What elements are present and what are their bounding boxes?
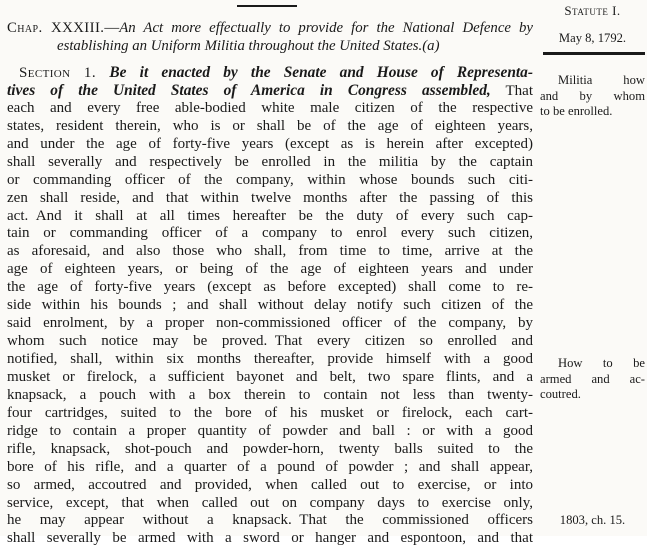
text-segment: four cartridges, suited to the bore of his musket or firelock, each cart- [7,404,533,421]
text-line [7,315,533,333]
text-segment: notified, shall, within six months thereafter, provide himself with a good [7,351,533,367]
section-1-text [7,64,533,548]
text-segment: bore of his rifle, and a quarter of a pound of powder ; and shall appear, [7,458,533,475]
text-segment: age of eighteen years, or being of the age of eighteen years and under [7,261,533,278]
margin-note-line: to be enrolled. [540,104,613,119]
margin-rule [543,52,645,55]
margin-citation: 1803, ch. 15. [559,513,626,527]
text-line [7,172,533,190]
margin-note-line: armed and ac- [540,371,645,386]
text-segment: ridge to contain a proper quantity of powder and ball : or with a good [7,422,533,439]
margin-note-armament [540,356,645,403]
text-segment: knapsack, a pouch with a box therein to contain not less than twenty- [7,386,533,403]
text-segment: or commanding officer of the company, within whose bounds such citi- [7,171,533,188]
text-segment: act. And it shall at all times hereafter be the duty of every such cap- [7,207,533,224]
text-segment: said enrolment, by a proper non-commissioned officer of the company, by [7,315,533,332]
ornament-rule [237,5,297,7]
text-segment: establishing an Uniform Militia throughout the United States.(a) [57,37,440,54]
text-segment: states, resident therein, who is or shall be of the age of eighteen years, [7,117,533,134]
text-segment: each and every free able-bodied white male citizen of the respective [7,99,533,116]
text-segment: tives of the United States of America in Congress assembled, [7,81,491,99]
text-segment: the age of forty-five years (except as before excepted) shall come to re- [7,279,533,296]
margin-note-line: coutred. [540,387,581,402]
margin-note-line: and by whom [540,88,645,103]
text-line [7,243,533,261]
text-line [7,190,533,208]
text-line [7,369,533,387]
text-segment: Section 1. [19,65,110,81]
text-segment: side within his bounds ; and shall without delay notify such citizen of the [7,297,533,314]
text-line [7,261,533,279]
text-segment: he may appear without a knapsack. That the commissioned officers [7,512,533,529]
text-segment: shall severally and respectively be enrolled in the militia by the captain [7,153,533,170]
text-line [7,118,533,136]
text-line [7,333,533,351]
text-line [7,405,533,423]
chapter-heading-line1 [7,20,533,38]
text-line [7,495,533,513]
date-note: May 8, 1792. [558,31,627,45]
text-line [7,441,533,459]
text-line [7,208,533,226]
text-segment: so armed, accoutred and provided, when called out to exercise, or into [7,476,533,493]
text-segment: service, except, that when called out on company days to exercise only, [7,494,533,511]
text-segment: An Act more effectually to provide for the National Defence by [119,20,533,36]
text-segment: musket or firelock, a sufficient bayonet and belt, two spare flints, and a [7,368,533,385]
text-line [7,64,533,82]
text-segment: tain or commanding officer of a company to enrol every such citizen, [7,225,533,242]
margin-note-enrollment [540,73,645,120]
text-segment: — [104,20,120,36]
text-segment: shall severally be armed with a sword or hanger and espontoon, and that [7,530,533,547]
text-segment: rifle, knapsack, shot-pouch and powder-horn, twenty balls suited to the [7,440,533,457]
text-line [7,351,533,369]
text-line [7,512,533,530]
chapter-heading [7,20,533,55]
text-line [7,423,533,441]
text-segment: Chap. XXXIII. [7,20,105,36]
text-segment: Be it enacted by the Senate and House of Representa- [109,64,533,81]
text-segment: as aforesaid, and also those who shall, from time to time, arrive at the [7,243,533,260]
text-segment: and under the age of forty-five years (except as is herein after excepted) [7,135,533,152]
text-segment: whom such notice may be proved. That every citizen so enrolled and [7,333,533,350]
text-line [7,100,533,118]
text-line [7,82,533,100]
text-segment: zen shall reside, and that within twelve months after the passing of this [7,189,533,206]
text-line [7,477,533,495]
text-line [7,154,533,172]
text-segment: That [490,82,534,99]
text-line [7,136,533,154]
chapter-heading-line2 [7,38,533,56]
statute-label: Statute I. [564,3,621,18]
text-line [7,530,533,548]
text-line [7,387,533,405]
margin-note-line: How to be [558,356,645,370]
text-line [7,279,533,297]
text-line [7,459,533,477]
margin-note-line: Militia how [558,73,645,87]
text-line [7,297,533,315]
text-line [7,225,533,243]
